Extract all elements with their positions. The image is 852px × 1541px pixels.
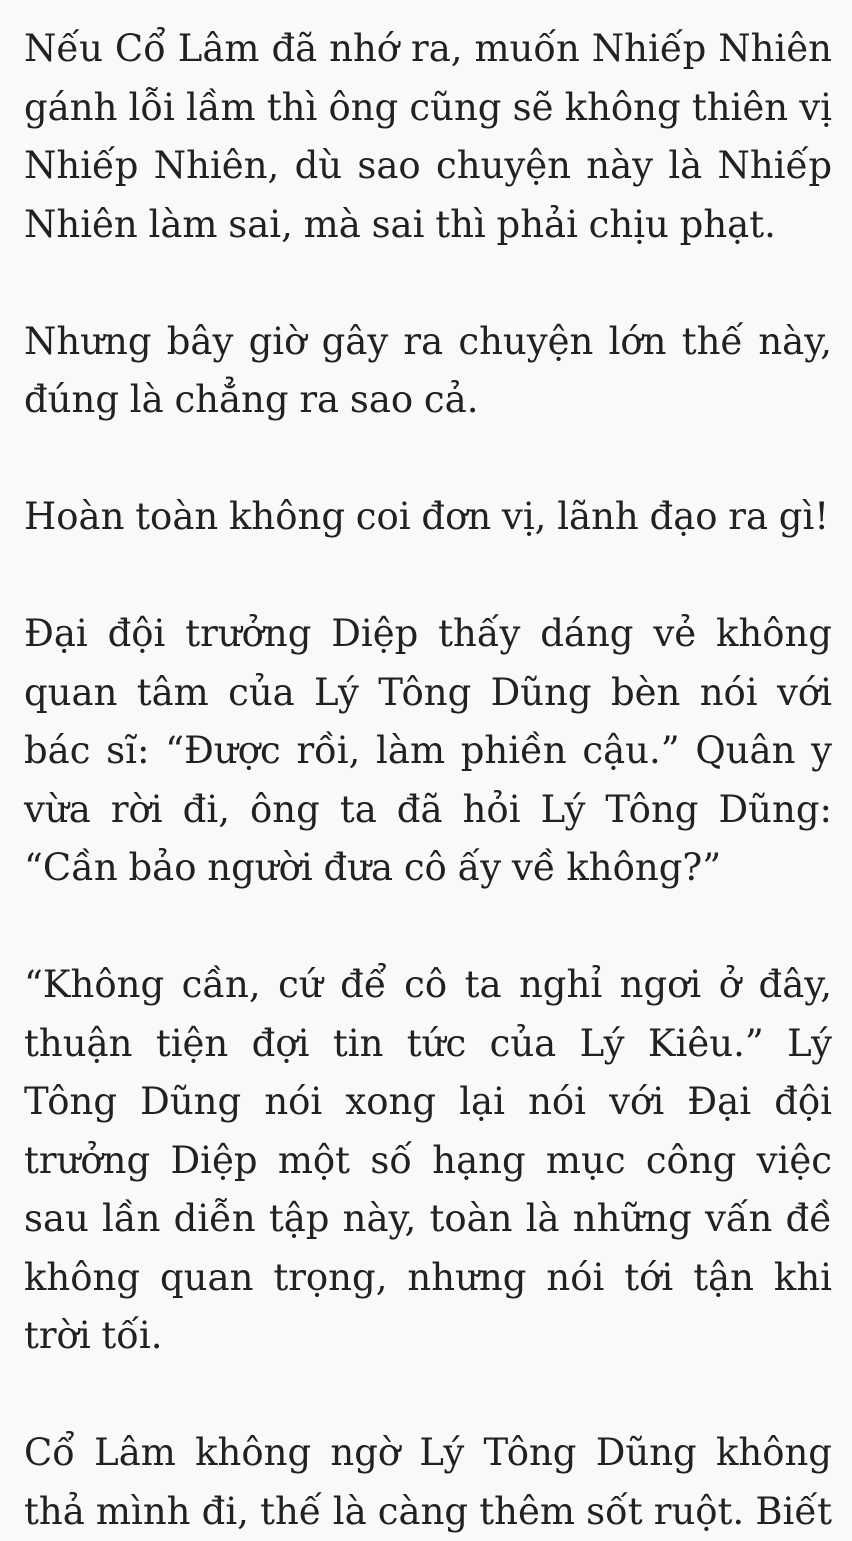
text-line: Đại đội trưởng Diệp thấy dáng vẻ không: [24, 605, 832, 664]
text-line: Tông Dũng nói xong lại nói với Đại đội: [24, 1073, 832, 1132]
paragraph: [24, 313, 832, 430]
paragraph: [24, 956, 832, 1366]
text-line: Nhiên làm sai, mà sai thì phải chịu phạt.: [24, 196, 832, 255]
text-line: không quan trọng, nhưng nói tới tận khi: [24, 1249, 832, 1308]
text-line: thuận tiện đợi tin tức của Lý Kiêu.” Lý: [24, 1015, 832, 1074]
text-line: trời tối.: [24, 1307, 832, 1366]
paragraph: [24, 20, 832, 254]
text-line: “Cần bảo người đưa cô ấy về không?”: [24, 839, 832, 898]
text-line: Nhưng bây giờ gây ra chuyện lớn thế này,: [24, 313, 832, 372]
text-line: Hoàn toàn không coi đơn vị, lãnh đạo ra gì!: [24, 488, 832, 547]
text-line: đúng là chẳng ra sao cả.: [24, 371, 832, 430]
paragraph: [24, 488, 832, 547]
text-line: thả mình đi, thế là càng thêm sốt ruột. Biết: [24, 1483, 832, 1541]
text-line: bác sĩ: “Được rồi, làm phiền cậu.” Quân y: [24, 722, 832, 781]
paragraph: [24, 605, 832, 898]
paragraph: [24, 1424, 832, 1541]
text-line: “Không cần, cứ để cô ta nghỉ ngơi ở đây,: [24, 956, 832, 1015]
text-line: Cổ Lâm không ngờ Lý Tông Dũng không: [24, 1424, 832, 1483]
text-line: quan tâm của Lý Tông Dũng bèn nói với: [24, 664, 832, 723]
text-line: sau lần diễn tập này, toàn là những vấn đề: [24, 1190, 832, 1249]
text-line: vừa rời đi, ông ta đã hỏi Lý Tông Dũng:: [24, 781, 832, 840]
text-line: trưởng Diệp một số hạng mục công việc: [24, 1132, 832, 1191]
text-line: gánh lỗi lầm thì ông cũng sẽ không thiên vị: [24, 79, 832, 138]
text-line: Nhiếp Nhiên, dù sao chuyện này là Nhiếp: [24, 137, 832, 196]
text-line: Nếu Cổ Lâm đã nhớ ra, muốn Nhiếp Nhiên: [24, 20, 832, 79]
